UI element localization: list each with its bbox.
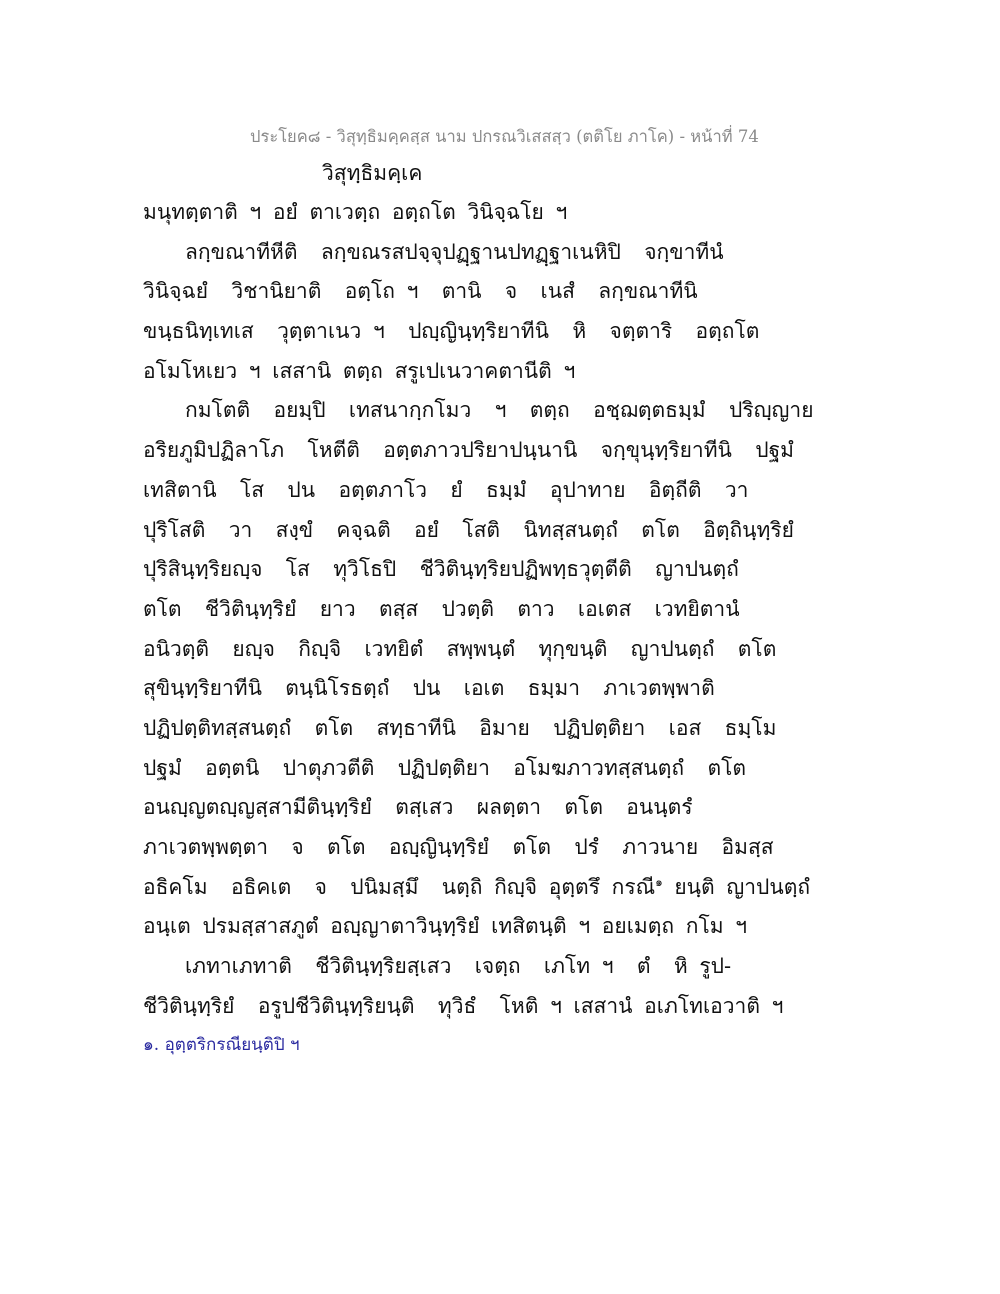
text-line: ขนฺธนิทฺเทเส วุตฺตาเนว ฯ ปญฺญินฺทฺริยาทีนิ หิ จตฺตาริ อตฺถโต	[143, 319, 760, 344]
text-line: มนุทตฺตาติ ฯ อยํ ตาเวตฺถ อตฺถโต วินิจฺฉโย ฯ	[143, 200, 568, 224]
text-segment: ยนฺติ ญาปนตฺถํ	[662, 874, 811, 899]
text-segment: อธิคโม อธิคเต จ ปนิมสฺมึ นตฺถิ กิญฺจิ อุตฺตรึ กรณี	[143, 874, 656, 899]
text-line-with-footnote	[143, 868, 811, 908]
text-line: ปุริโสติ วา สงฺขํ คจฺฉติ อยํ โสติ นิทสฺสนตฺถํ ตโต อิตฺถินฺทฺริยํ	[143, 517, 794, 542]
chapter-heading: วิสุทฺธิมคฺเค	[322, 161, 423, 185]
text-line: วินิจฺฉยํ วิชานิยาติ อตฺโถ ฯ ตานิ จ เนสํ ลกฺขณาทีนิ	[143, 279, 698, 304]
body-text	[143, 193, 814, 1066]
footnote-marker[interactable]: ๑	[655, 874, 663, 889]
text-line: ชีวิตินฺทฺริยํ อรูปชีวิตินฺทฺริยนฺติ ทุวิธํ โหติ ฯ เสสานํ อเภโทเอวาติ ฯ	[143, 993, 784, 1018]
text-line: อริยภูมิปฏิลาโภ โหตีติ อตฺตภาวปริยาปนฺนานิ จกฺขุนฺทฺริยาทีนิ ปฐมํ	[143, 438, 795, 463]
text-line: อนญฺญตญฺญสฺสามีตินฺทฺริยํ ตสฺเสว ผลตฺตา ตโต อนนฺตรํ	[143, 795, 693, 820]
text-line: เทสิตานิ โส ปน อตฺตภาโว ยํ ธมฺมํ อุปาทาย อิตฺถีติ วา	[143, 477, 749, 502]
text-line: อนฺเต ปรมสฺสาสภูตํ อญฺญาตาวินฺทฺริยํ เทสิตนฺติ ฯ อยเมตฺถ กโม ฯ	[143, 914, 748, 939]
text-line: ปุริสินฺทฺริยญฺจ โส ทุวิโธปิ ชีวิตินฺทฺริยปฏิพทฺธวุตฺตีติ ญาปนตฺถํ	[143, 557, 739, 582]
text-line: ปฏิปตฺติทสฺสนตฺถํ ตโต สทฺธาทีนิ อิมาย ปฏิปตฺติยา เอส ธมฺโม	[143, 715, 777, 740]
text-line: ลกฺขณาทีหีติ ลกฺขณรสปจฺจุปฏฺฐานปทฏฺฐาเนหิปิ จกฺขาทีนํ	[185, 239, 724, 264]
text-line: อโมโหเยว ฯ เสสานิ ตตฺถ สรูเปเนวาคตานีติ ฯ	[143, 358, 576, 383]
footnote: ๑. อุตฺตริกรณียนฺติปิ ฯ	[143, 1035, 300, 1056]
text-line: ภาเวตพฺพตฺตา จ ตโต อญฺญินฺทฺริยํ ตโต ปรํ ภาวนาย อิมสฺส	[143, 835, 774, 859]
text-line: อนิวตฺติ ยญฺจ กิญฺจิ เวทยิตํ สพฺพนฺตํ ทุกฺขนฺติ ญาปนตฺถํ ตโต	[143, 636, 777, 661]
text-line: สุขินฺทฺริยาทีนิ ตนฺนิโรธตฺถํ ปน เอเต ธมฺมา ภาเวตพฺพาติ	[143, 676, 715, 701]
running-header: ประโยค๘ - วิสุทฺธิมคฺคสฺส นาม ปกรณวิเสสสฺว (ตติโย ภาโค) - หน้าที่ 74	[250, 127, 759, 146]
text-line: ปฐมํ อตฺตนิ ปาตุภวตีติ ปฏิปตฺติยา อโมฆภาวทสฺสนตฺถํ ตโต	[143, 755, 747, 780]
text-line: ตโต ชีวิตินฺทฺริยํ ยาว ตสฺส ปวตฺติ ตาว เอเตส เวทยิตานํ	[143, 596, 740, 621]
text-line: เภทาเภทาติ ชีวิตินฺทฺริยสฺเสว เจตฺถ เภโท ฯ ตํ หิ รูป-	[185, 954, 732, 979]
text-line: กมโตติ อยมฺปิ เทสนากฺกโมว ฯ ตตฺถ อชฺฌตฺตธมฺมํ ปริญฺญาย	[185, 398, 814, 423]
